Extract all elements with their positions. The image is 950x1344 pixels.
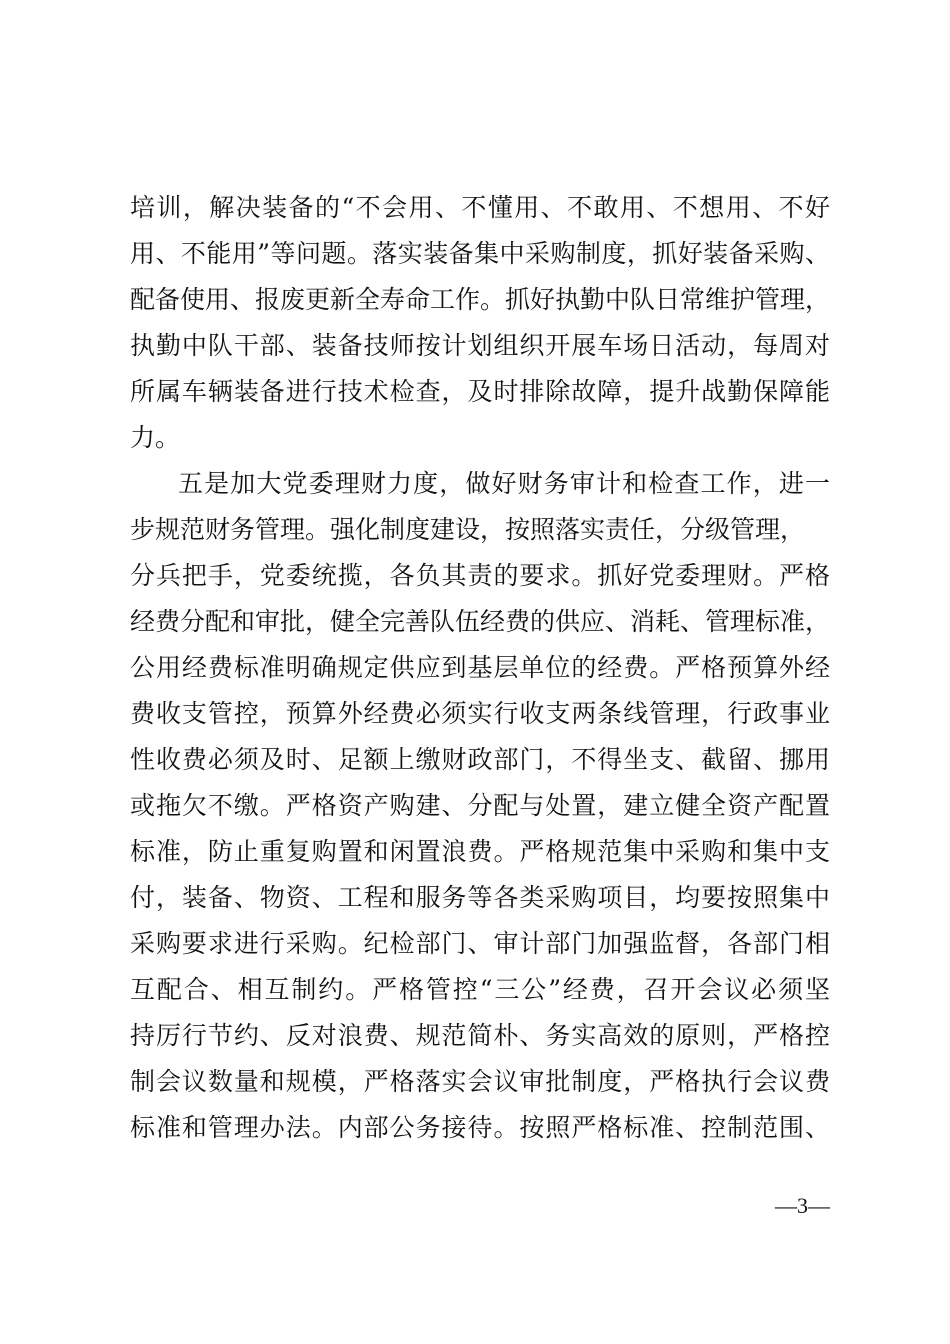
text-line: 用、不能用”等问题。落实装备集中采购制度，抓好装备采购、: [130, 239, 830, 268]
text-line: 标准，防止重复购置和闲置浪费。严格规范集中采购和集中支: [130, 837, 830, 866]
text-line: 公用经费标准明确规定供应到基层单位的经费。严格预算外经: [130, 653, 830, 682]
text-line: 经费分配和审批，健全完善队伍经费的供应、消耗、管理标准，: [130, 607, 831, 636]
text-line: 互配合、相互制约。严格管控“三公”经费，召开会议必须坚: [130, 975, 830, 1004]
text-line: 采购要求进行采购。纪检部门、审计部门加强监督，各部门相: [130, 929, 830, 958]
text-line: 培训，解决装备的“不会用、不懂用、不敢用、不想用、不好: [130, 193, 830, 222]
text-line: 标准和管理办法。内部公务接待。按照严格标准、控制范围、: [130, 1113, 830, 1142]
text-line: 制会议数量和规模，严格落实会议审批制度，严格执行会议费: [130, 1067, 830, 1096]
paragraph-first-line: 五是加大党委理财力度，做好财务审计和检查工作，进一: [178, 469, 830, 498]
text-line: 或拖欠不缴。严格资产购建、分配与处置，建立健全资产配置: [130, 791, 830, 820]
text-line: 分兵把手，党委统揽，各负其责的要求。抓好党委理财。严格: [130, 561, 830, 590]
text-line: 费收支管控，预算外经费必须实行收支两条线管理，行政事业: [130, 699, 830, 728]
text-line: 所属车辆装备进行技术检查，及时排除故障，提升战勤保障能: [130, 377, 830, 406]
text-line: 持厉行节约、反对浪费、规范简朴、务实高效的原则，严格控: [130, 1021, 830, 1050]
page-number: —3—: [775, 1193, 830, 1218]
text-line: 执勤中队干部、装备技师按计划组织开展车场日活动，每周对: [130, 331, 830, 360]
text-line: 配备使用、报废更新全寿命工作。抓好执勤中队日常维护管理，: [130, 285, 831, 314]
text-line: 步规范财务管理。强化制度建设，按照落实责任，分级管理，: [130, 515, 806, 544]
text-line: 付，装备、物资、工程和服务等各类采购项目，均要按照集中: [130, 883, 830, 912]
text-line: 性收费必须及时、足额上缴财政部门，不得坐支、截留、挪用: [130, 745, 830, 774]
text-line: 力。: [130, 423, 181, 452]
